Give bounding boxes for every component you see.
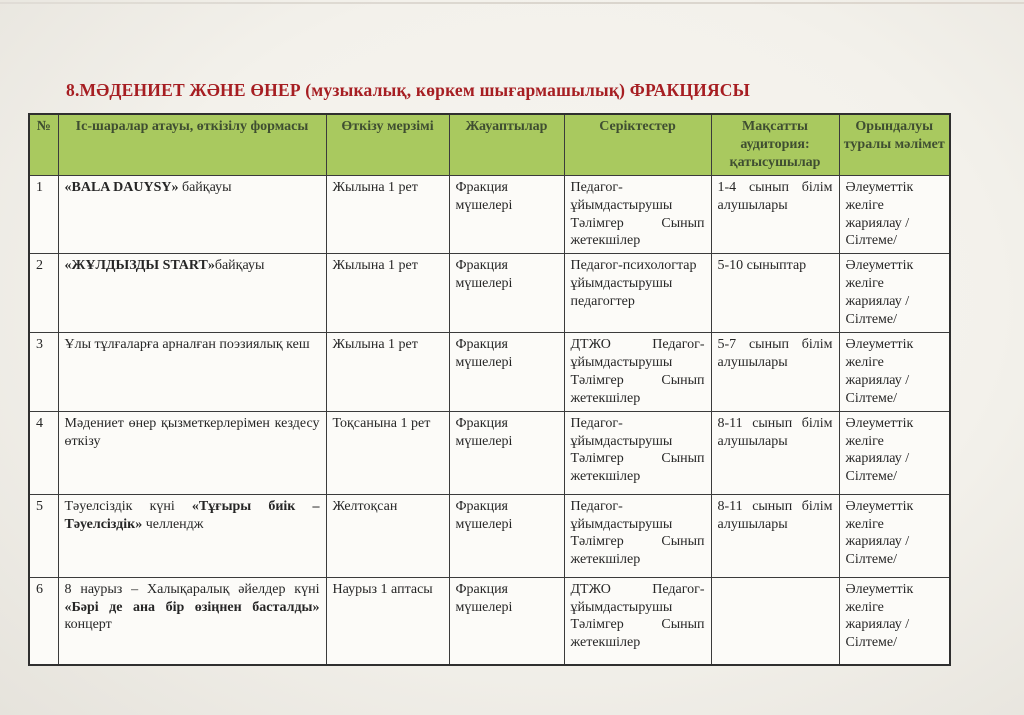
table-row: [29, 175, 950, 254]
schedule-cell: Жылына 1 рет: [326, 332, 449, 411]
status-cell: Әлеуметтік желіге жариялау /Сілтеме/: [839, 494, 950, 577]
table-row: [29, 494, 950, 577]
event-suffix: концерт: [64, 617, 112, 633]
column-header-status: Орындалуы туралы мәлімет: [839, 114, 950, 175]
event-bold-part: «Бәрі де ана бір өзіңнен басталды»: [64, 599, 320, 615]
partners-cell: Педагог-психологтар ұйымдастырушы педагогтер: [564, 254, 711, 333]
column-header-term: Өткізу мерзімі: [326, 114, 449, 175]
audience-cell: 5-10 сыныптар: [711, 254, 839, 333]
audience-cell: 8-11 сынып білім алушылары: [711, 494, 839, 577]
responsible-cell: Фракция мүшелері: [449, 577, 564, 665]
event-bold-part: «ЖҰЛДЫЗДЫ START»: [64, 258, 215, 274]
status-cell: Әлеуметтік желіге жариялау /Сілтеме/: [839, 332, 950, 411]
page-title: 8.МӘДЕНИЕТ ЖӘНЕ ӨНЕР (музыкалық, көркем шығармашылық) ФРАКЦИЯСЫ: [66, 80, 751, 100]
event-prefix: Ұлы тұлғаларға арналған поэзиялық кеш: [64, 336, 310, 352]
event-name-cell: [58, 175, 326, 254]
audience-cell: 5-7 сынып білім алушылары: [711, 332, 839, 411]
row-number-cell: 1: [29, 175, 58, 254]
event-name-cell: [58, 332, 326, 411]
status-cell: Әлеуметтік желіге жариялау /Сілтеме/: [839, 175, 950, 254]
event-prefix: Тәуелсіздік күні: [64, 498, 192, 514]
table-row: [29, 332, 950, 411]
schedule-cell: Тоқсанына 1 рет: [326, 411, 449, 494]
schedule-cell: Наурыз 1 аптасы: [326, 577, 449, 665]
event-bold-part: «Тұғыры биік – Тәуелсіздік»: [64, 498, 320, 532]
table-row: [29, 254, 950, 333]
column-header-audience: Мақсатты аудитория: қатысушылар: [711, 114, 839, 175]
event-name-cell: [58, 254, 326, 333]
event-name-cell: [58, 494, 326, 577]
column-header-number: №: [29, 114, 58, 175]
event-name-cell: [58, 411, 326, 494]
responsible-cell: Фракция мүшелері: [449, 332, 564, 411]
status-cell: Әлеуметтік желіге жариялау /Сілтеме/: [839, 254, 950, 333]
event-suffix: челлендж: [142, 516, 204, 532]
responsible-cell: Фракция мүшелері: [449, 494, 564, 577]
column-header-partners: Серіктестер: [564, 114, 711, 175]
partners-cell: ДТЖО Педагог-ұйымдастырушы Тәлімгер Сынып жетекшілер: [564, 332, 711, 411]
row-number-cell: 4: [29, 411, 58, 494]
event-name-cell: [58, 577, 326, 665]
event-suffix: байқауы: [178, 179, 232, 195]
schedule-cell: Жылына 1 рет: [326, 254, 449, 333]
partners-cell: Педагог-ұйымдастырушы Тәлімгер Сынып жетекшілер: [564, 411, 711, 494]
header-row: [29, 114, 950, 175]
schedule-cell: Желтоқсан: [326, 494, 449, 577]
row-number-cell: 3: [29, 332, 58, 411]
responsible-cell: Фракция мүшелері: [449, 411, 564, 494]
column-header-event: Іс-шаралар атауы, өткізілу формасы: [58, 114, 326, 175]
table-row: [29, 411, 950, 494]
scan-edge-line: [0, 2, 1024, 4]
activities-table: [28, 113, 951, 666]
event-bold-part: «BALA DAUYSY»: [64, 179, 179, 195]
responsible-cell: Фракция мүшелері: [449, 175, 564, 254]
event-prefix: 8 наурыз – Халықаралық әйелдер күні: [64, 581, 320, 597]
row-number-cell: 5: [29, 494, 58, 577]
status-cell: Әлеуметтік желіге жариялау /Сілтеме/: [839, 411, 950, 494]
row-number-cell: 6: [29, 577, 58, 665]
audience-cell: [711, 577, 839, 665]
partners-cell: Педагог-ұйымдастырушы Тәлімгер Сынып жетекшілер: [564, 175, 711, 254]
column-header-responsible: Жауаптылар: [449, 114, 564, 175]
event-prefix: Мәдениет өнер қызметкерлерімен кездесу өткізу: [64, 415, 320, 449]
partners-cell: ДТЖО Педагог-ұйымдастырушы Тәлімгер Сынып жетекшілер: [564, 577, 711, 665]
table-row: [29, 577, 950, 665]
audience-cell: 1-4 сынып білім алушылары: [711, 175, 839, 254]
partners-cell: Педагог-ұйымдастырушы Тәлімгер Сынып жетекшілер: [564, 494, 711, 577]
row-number-cell: 2: [29, 254, 58, 333]
event-suffix: байқауы: [214, 258, 265, 274]
status-cell: Әлеуметтік желіге жариялау /Сілтеме/: [839, 577, 950, 665]
audience-cell: 8-11 сынып білім алушылары: [711, 411, 839, 494]
responsible-cell: Фракция мүшелері: [449, 254, 564, 333]
schedule-cell: Жылына 1 рет: [326, 175, 449, 254]
